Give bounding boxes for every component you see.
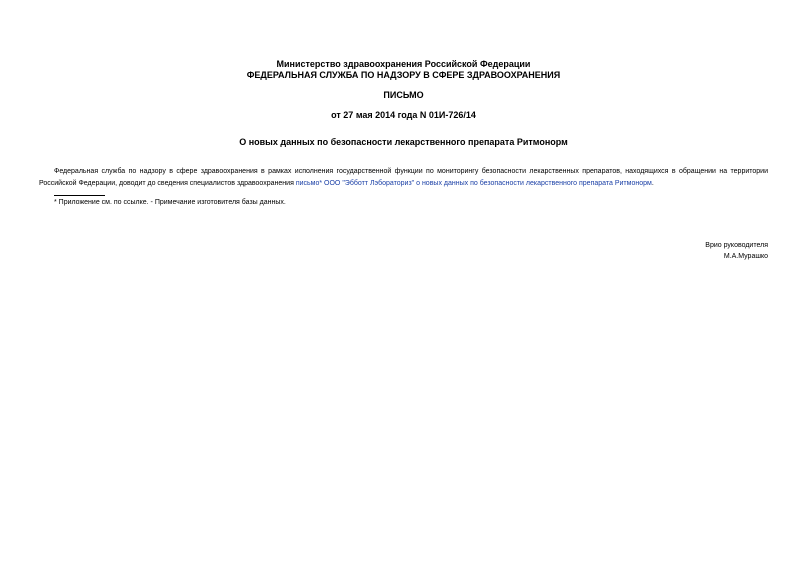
body-paragraph — [39, 166, 768, 190]
signatory-title: Врио руководителя — [705, 242, 768, 249]
footnote-text: * Приложение см. по ссылке. - Примечание изготовителя базы данных. — [54, 199, 286, 206]
document-subject: О новых данных по безопасности лекарственного препарата Ритмонорм — [239, 137, 568, 147]
document-type: ПИСЬМО — [383, 90, 424, 100]
ministry-name: Министерство здравоохранения Российской Федерации — [276, 59, 531, 69]
body-text-before-link: Федеральная служба по надзору в сфере здравоохранения в рамках исполнения государственной функции по мониторингу безопасности лекарственных препаратов, находящихся в обращении на территории Российской Федерации, доводит до сведения специалистов здравоохранения — [39, 168, 768, 187]
document-date-number: от 27 мая 2014 года N 01И-726/14 — [331, 110, 476, 120]
footnote-divider — [54, 195, 105, 196]
service-name: ФЕДЕРАЛЬНАЯ СЛУЖБА ПО НАДЗОРУ В СФЕРЕ ЗДРАВООХРАНЕНИЯ — [246, 70, 561, 80]
signatory-name: М.А.Мурашко — [723, 253, 768, 260]
attachment-letter-link[interactable]: письмо* ООО "Эбботт Лэбораториз" о новых данных по безопасности лекарственного препарата Ритмонорм — [295, 180, 652, 187]
body-text-after-link: . — [651, 180, 654, 187]
